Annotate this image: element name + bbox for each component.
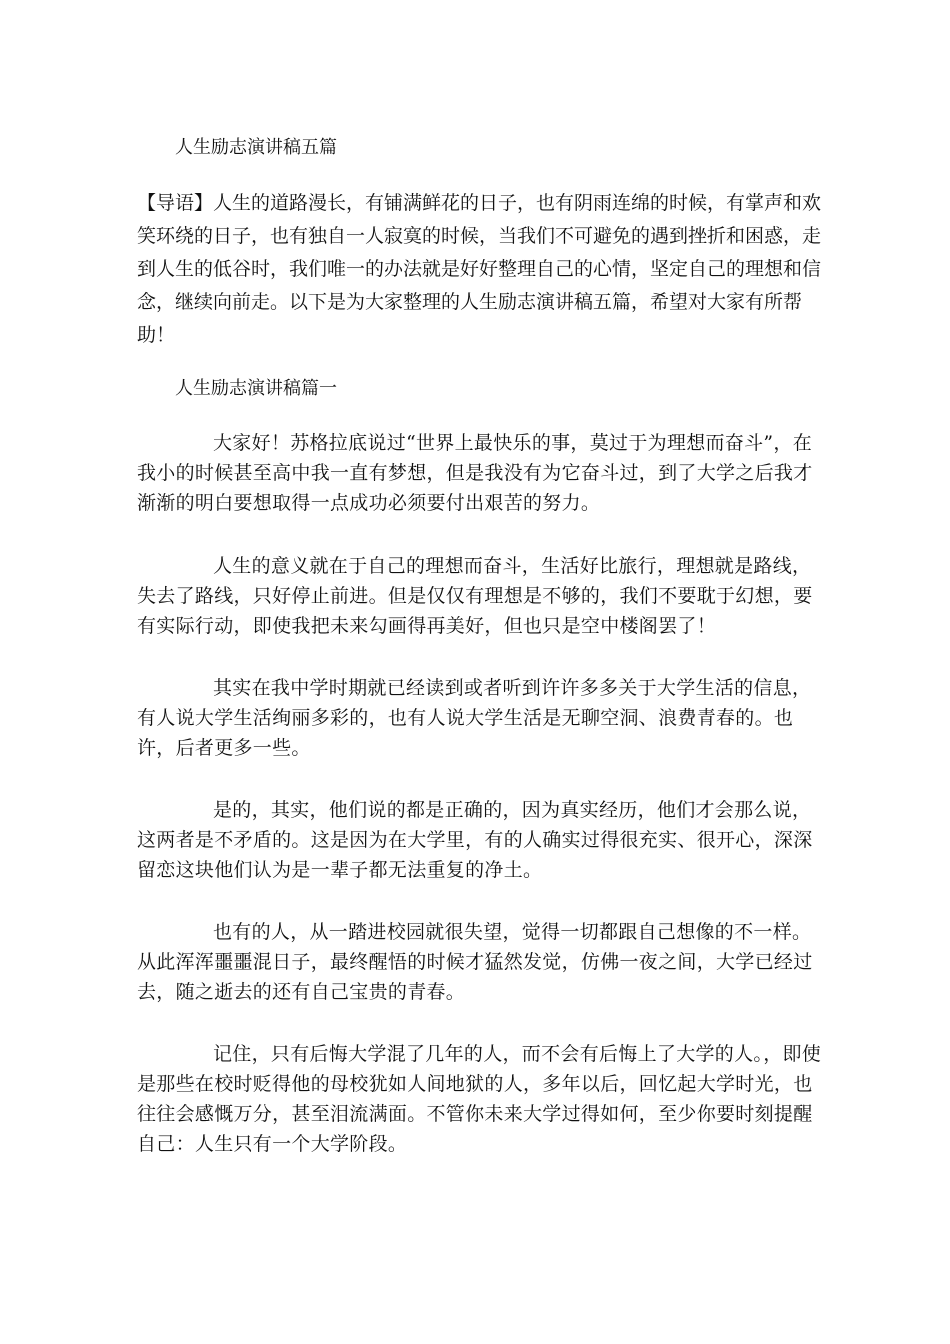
body-paragraph: 大家好！苏格拉底说过“世界上最快乐的事，莫过于为理想而奋斗”，在我小的时候甚至高中我一直有梦想，但是我没有为它奋斗过，到了大学之后我才渐渐的明白要想取得一点成功必须要付出艰苦的努力。 [137,432,813,514]
intro-paragraph: 【导语】人生的道路漫长，有铺满鲜花的日子，也有阴雨连绵的时候，有掌声和欢笑环绕的日子，也有独自一人寂寞的时候，当我们不可避免的遇到挫折和困惑，走到人生的低谷时，我们唯一的办法就是好好整理自己的心情，坚定自己的理想和信念，继续向前走。以下是为大家整理的人生励志演讲稿五篇，希望对大家有所帮助！ [137,192,822,346]
section-title: 人生励志演讲稿篇一 [175,378,337,399]
document-title: 人生励志演讲稿五篇 [175,137,337,158]
body-paragraph: 是的，其实，他们说的都是正确的，因为真实经历，他们才会那么说，这两者是不矛盾的。这是因为在大学里，有的人确实过得很充实、很开心，深深留恋这块他们认为是一辈子都无法重复的净土。 [137,799,813,881]
body-paragraph: 人生的意义就在于自己的理想而奋斗，生活好比旅行，理想就是路线，失去了路线，只好停止前进。但是仅仅有理想是不够的，我们不要耽于幻想，要有实际行动，即使我把未来勾画得再美好，但也只是空中楼阁罢了！ [137,555,813,637]
body-paragraph: 其实在我中学时期就已经读到或者听到许许多多关于大学生活的信息，有人说大学生活绚丽多彩的，也有人说大学生活是无聊空洞、浪费青春的。也许，后者更多一些。 [137,677,812,759]
body-paragraph: 也有的人，从一踏进校园就很失望，觉得一切都跟自己想像的不一样。从此浑浑噩噩混日子，最终醒悟的时候才猛然发觉，仿佛一夜之间，大学已经过去，随之逝去的还有自己宝贵的青春。 [137,921,813,1003]
body-paragraph: 记住，只有后悔大学混了几年的人，而不会有后悔上了大学的人。，即使是那些在校时贬得他的母校犹如人间地狱的人，多年以后，回忆起大学时光，也往往会感慨万分，甚至泪流满面。不管你未来大学过得如何，至少你要时刻提醒自己：人生只有一个大学阶段。 [137,1043,822,1155]
